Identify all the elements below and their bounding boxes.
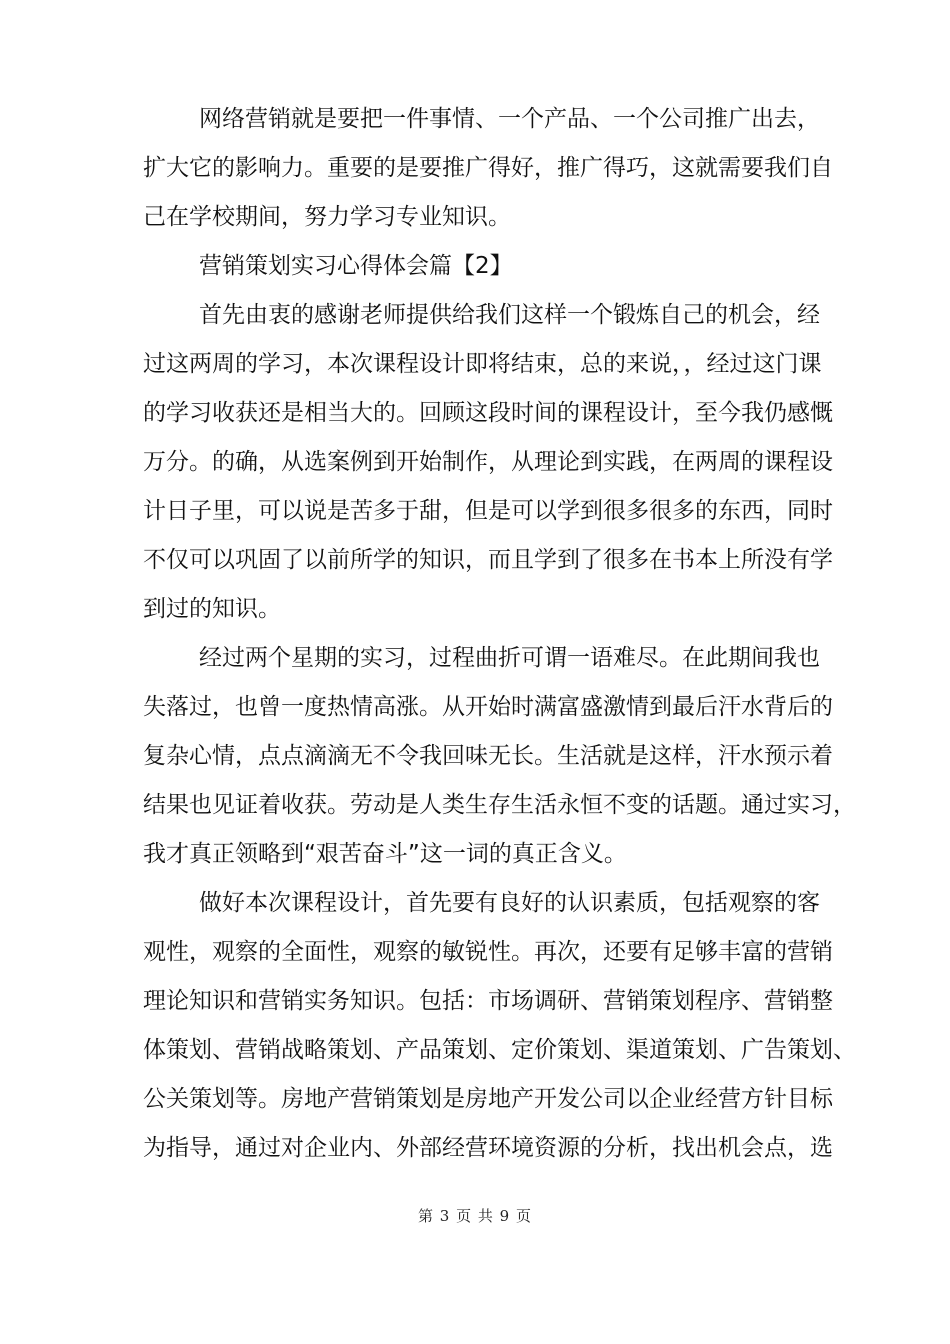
paragraph-line: 我才真正领略到“艰苦奋斗”这一词的真正含义。 <box>143 841 627 867</box>
paragraph-line: 首先由衷的感谢老师提供给我们这样一个锻炼自己的机会，经 <box>199 302 820 328</box>
paragraph-line: 失落过，也曾一度热情高涨。从开始时满富盛激情到最后汗水背后的 <box>143 694 833 720</box>
page-number-footer: 第 3 页 共 9 页 <box>418 1207 532 1225</box>
paragraph-line: 万分。的确，从选案例到开始制作，从理论到实践，在两周的课程设 <box>143 449 833 475</box>
paragraph-line: 过这两周的学习，本次课程设计即将结束，总的来说，，经过这门课 <box>143 351 822 377</box>
paragraph-line: 网络营销就是要把一件事情、一个产品、一个公司推广出去， <box>199 106 820 132</box>
paragraph-line: 复杂心情，点点滴滴无不令我回味无长。生活就是这样，汗水预示着 <box>143 743 833 769</box>
paragraph-line: 为指导，通过对企业内、外部经营环境资源的分析，找出机会点，选 <box>143 1135 833 1161</box>
paragraph-line: 理论知识和营销实务知识。包括：市场调研、营销策划程序、营销整 <box>143 988 833 1014</box>
paragraph-line: 观性，观察的全面性，观察的敏锐性。再次，还要有足够丰富的营销 <box>143 939 833 965</box>
paragraph-line: 结果也见证着收获。劳动是人类生存生活永恒不变的话题。通过实习， <box>143 792 856 818</box>
paragraph-line: 计日子里，可以说是苦多于甜，但是可以学到很多很多的东西，同时 <box>143 498 833 524</box>
paragraph-line: 己在学校期间，努力学习专业知识。 <box>143 204 511 230</box>
paragraph-line: 不仅可以巩固了以前所学的知识，而且学到了很多在书本上所没有学 <box>143 547 833 573</box>
paragraph-line: 经过两个星期的实习，过程曲折可谓一语难尽。在此期间我也 <box>199 645 820 671</box>
paragraph-line: 的学习收获还是相当大的。回顾这段时间的课程设计，至今我仍感慨 <box>143 400 833 426</box>
paragraph-line: 到过的知识。 <box>143 596 281 622</box>
paragraph-line: 扩大它的影响力。重要的是要推广得好，推广得巧，这就需要我们自 <box>143 155 833 181</box>
paragraph-line: 体策划、营销战略策划、产品策划、定价策划、渠道策划、广告策划、 <box>143 1037 856 1063</box>
paragraph-line: 公关策划等。房地产营销策划是房地产开发公司以企业经营方针目标 <box>143 1086 833 1112</box>
paragraph-line: 做好本次课程设计，首先要有良好的认识素质，包括观察的客 <box>199 890 820 916</box>
document-body <box>143 95 856 1173</box>
section-heading: 营销策划实习心得体会篇【2】 <box>199 253 513 279</box>
